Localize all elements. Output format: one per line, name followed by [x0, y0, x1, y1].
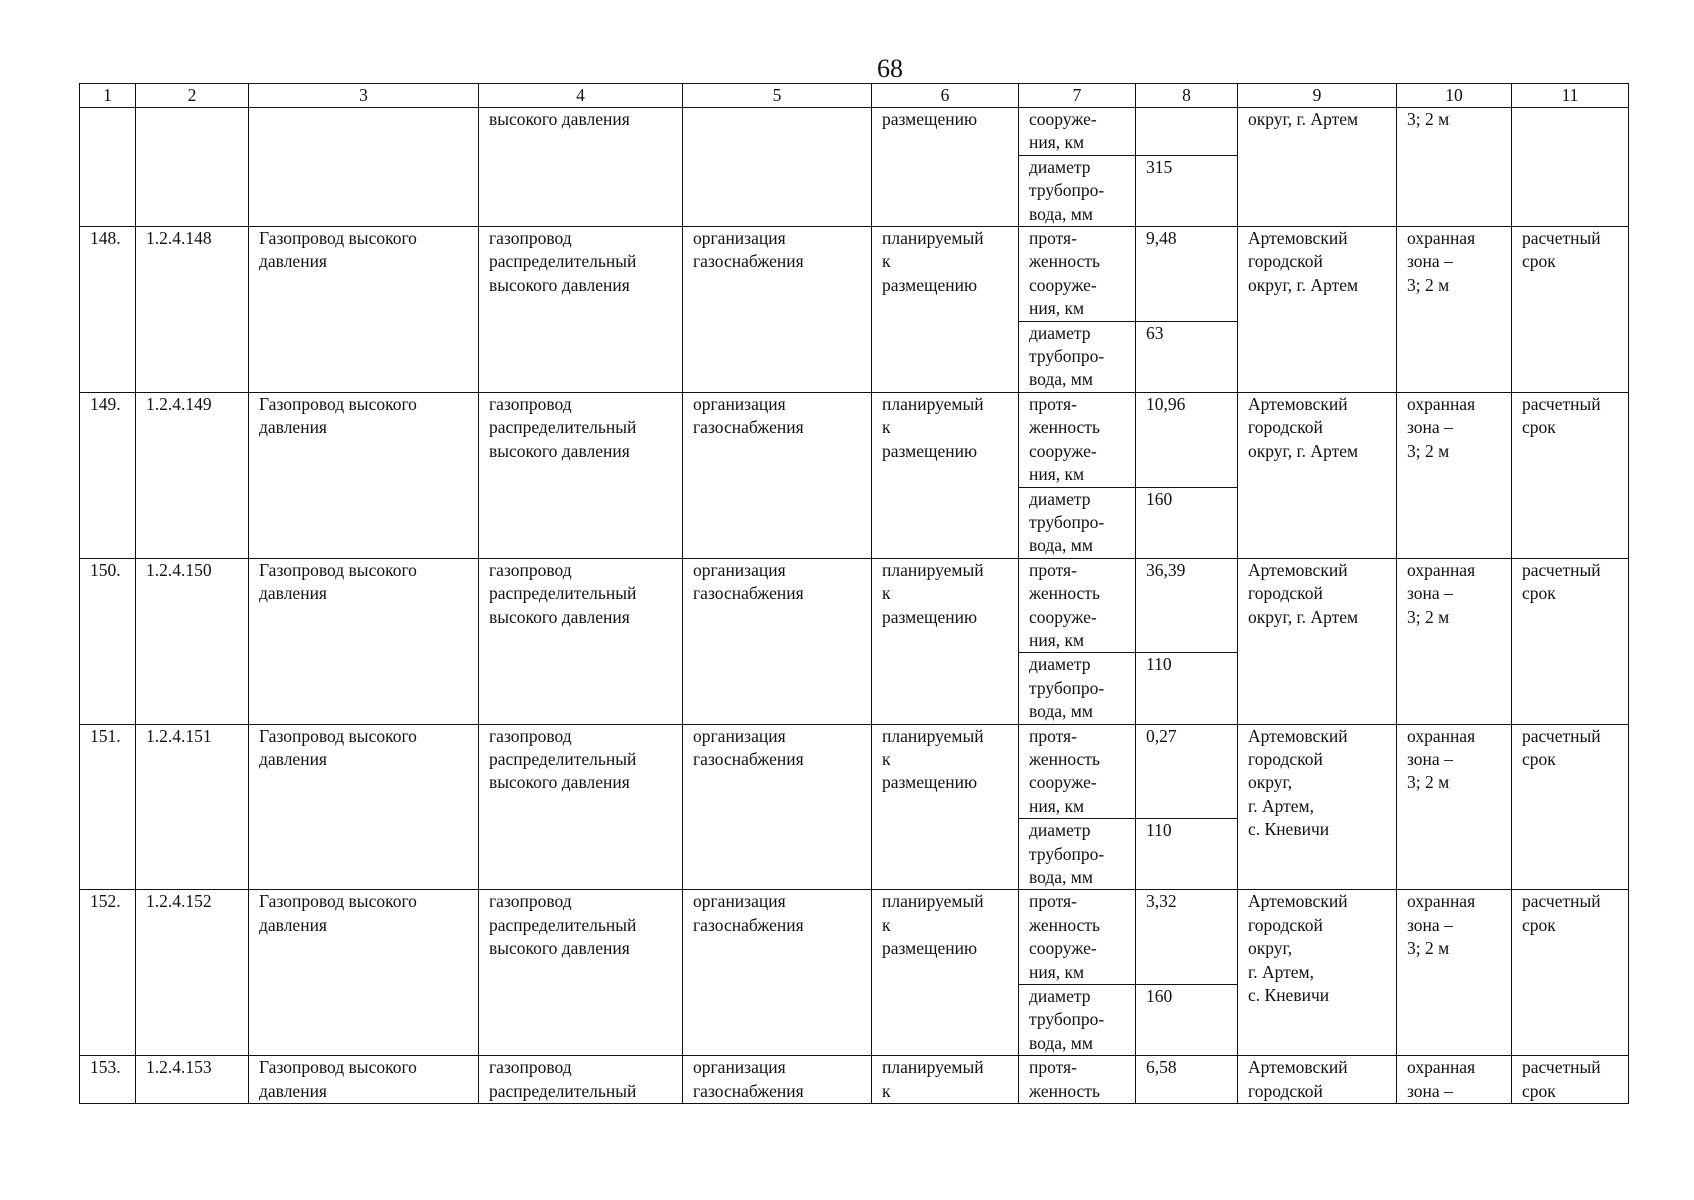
cell-zone: охранная зона – 3; 2 м [1407, 393, 1476, 461]
cell-term: расчетный срок [1522, 559, 1601, 604]
cell-name: Газопровод высокого давления [259, 228, 417, 272]
cell-code: 1.2.4.150 [146, 559, 212, 580]
cell-param-value: 6,58 [1146, 1057, 1177, 1078]
column-header: 6 [872, 84, 1019, 108]
cell-param-value: 110 [1146, 654, 1172, 675]
cell-number: 150. [90, 559, 121, 580]
cell-location: Артемовский городской округ, г. Артем [1248, 228, 1359, 295]
table-row [80, 392, 1629, 487]
cell-code: 1.2.4.152 [146, 891, 212, 912]
objects-table [79, 83, 1629, 1104]
cell-status: планируемый к [882, 1057, 984, 1101]
column-header: 5 [683, 84, 872, 108]
cell-organization [683, 108, 872, 227]
column-header: 9 [1238, 84, 1397, 108]
table-row [80, 227, 1629, 322]
cell-zone: охранная зона – 3; 2 м [1407, 559, 1476, 627]
cell-name: Газопровод высокого давления [259, 891, 417, 935]
cell-type: газопровод распределительный высокого давления [489, 725, 637, 793]
cell-param-value: 63 [1146, 322, 1164, 343]
table-row [80, 558, 1629, 653]
cell-location: Артемовский городской округ, г. Артем [1248, 559, 1359, 627]
cell-term: расчетный срок [1522, 725, 1601, 769]
cell-code: 1.2.4.153 [146, 1057, 212, 1078]
cell-param-name: протя- женность сооруже- ния, км [1029, 891, 1100, 982]
cell-location: Артемовский городской округ, г. Артем [1248, 393, 1359, 461]
cell-code: 1.2.4.149 [146, 393, 212, 414]
cell-param-name: сооруже- ния, км [1029, 109, 1097, 153]
column-header: 1 [80, 84, 136, 108]
cell-name: Газопровод высокого давления [259, 393, 417, 438]
cell-code: 1.2.4.151 [146, 725, 212, 746]
cell-organization: организация газоснабжения [693, 725, 804, 769]
cell-param-value: 110 [1146, 820, 1172, 841]
page-number: 68 [877, 54, 903, 83]
cell-organization: организация газоснабжения [693, 559, 804, 604]
table-row [80, 724, 1629, 819]
cell-status: размещению [882, 109, 978, 129]
column-number-row [80, 84, 1629, 108]
cell-number: 152. [90, 891, 121, 912]
cell-code: 1.2.4.148 [146, 228, 212, 249]
cell-param-name: диаметр трубопро- вода, мм [1029, 654, 1105, 722]
cell-number: 153. [90, 1057, 121, 1078]
cell-status: планируемый к размещению [882, 725, 984, 793]
cell-param-name: диаметр трубопро- вода, мм [1029, 820, 1105, 887]
cell-zone: 3; 2 м [1407, 109, 1450, 129]
cell-number: 151. [90, 725, 121, 746]
cell-param-name: протя- женность [1029, 1057, 1100, 1101]
cell-zone: охранная зона – [1407, 1057, 1476, 1101]
cell-param-value: 160 [1146, 488, 1173, 509]
cell-term: расчетный срок [1522, 228, 1601, 272]
cell-param-value: 9,48 [1146, 228, 1177, 249]
cell-param-value: 36,39 [1146, 559, 1186, 580]
cell-location: Артемовский городской [1248, 1057, 1348, 1101]
cell-location: Артемовский городской округ, г. Артем, с. Кневичи [1248, 891, 1348, 1006]
column-header: 7 [1019, 84, 1136, 108]
cell-type: газопровод распределительный высокого давления [489, 228, 637, 295]
cell-status: планируемый к размещению [882, 393, 984, 461]
cell-status: планируемый к размещению [882, 559, 984, 627]
cell-name: Газопровод высокого давления [259, 1057, 417, 1101]
cell-param-value: 10,96 [1146, 393, 1186, 414]
cell-code [136, 108, 249, 227]
column-header: 8 [1136, 84, 1238, 108]
cell-number: 148. [90, 228, 121, 249]
table-row [80, 890, 1629, 985]
cell-param-value: 160 [1146, 986, 1173, 1007]
table-row [80, 1056, 1629, 1104]
cell-term: расчетный срок [1522, 393, 1601, 438]
cell-type: газопровод распределительный высокого давления [489, 559, 637, 627]
column-header: 10 [1397, 84, 1512, 108]
cell-status: планируемый к размещению [882, 228, 984, 295]
cell-term: расчетный срок [1522, 891, 1601, 935]
cell-number [80, 108, 136, 227]
cell-param-name: протя- женность сооруже- ния, км [1029, 559, 1100, 650]
cell-param-value: 315 [1146, 156, 1173, 177]
cell-param-name: диаметр трубопро- вода, мм [1029, 322, 1105, 390]
cell-organization: организация газоснабжения [693, 393, 804, 438]
cell-param-name: диаметр трубопро- вода, мм [1029, 986, 1105, 1053]
cell-param-name: протя- женность сооруже- ния, км [1029, 725, 1100, 816]
cell-name [249, 108, 479, 227]
column-header: 2 [136, 84, 249, 108]
column-header: 4 [479, 84, 683, 108]
cell-status: планируемый к размещению [882, 891, 984, 959]
cell-zone: охранная зона – 3; 2 м [1407, 228, 1476, 295]
cell-number: 149. [90, 393, 121, 414]
cell-type: газопровод распределительный высокого давления [489, 891, 637, 959]
table-row-continuation [80, 108, 1629, 156]
cell-type: газопровод распределительный [489, 1057, 637, 1101]
cell-name: Газопровод высокого давления [259, 559, 417, 604]
cell-param-name: протя- женность сооруже- ния, км [1029, 228, 1100, 319]
cell-param-value: 0,27 [1146, 725, 1177, 746]
cell-organization: организация газоснабжения [693, 891, 804, 935]
cell-type: газопровод распределительный высокого давления [489, 393, 637, 461]
cell-location: округ, г. Артем [1248, 109, 1359, 129]
column-header: 11 [1512, 84, 1629, 108]
cell-param-name: диаметр трубопро- вода, мм [1029, 156, 1105, 224]
cell-term: расчетный срок [1522, 1057, 1601, 1101]
cell-name: Газопровод высокого давления [259, 725, 417, 769]
cell-param-name: диаметр трубопро- вода, мм [1029, 488, 1105, 556]
cell-type: высокого давления [489, 109, 630, 129]
cell-organization: организация газоснабжения [693, 228, 804, 272]
column-header: 3 [249, 84, 479, 108]
cell-organization: организация газоснабжения [693, 1057, 804, 1101]
cell-zone: охранная зона – 3; 2 м [1407, 891, 1476, 959]
cell-zone: охранная зона – 3; 2 м [1407, 725, 1476, 793]
cell-location: Артемовский городской округ, г. Артем, с. Кневичи [1248, 725, 1348, 840]
cell-param-name: протя- женность сооруже- ния, км [1029, 393, 1100, 485]
cell-param-value: 3,32 [1146, 891, 1177, 912]
